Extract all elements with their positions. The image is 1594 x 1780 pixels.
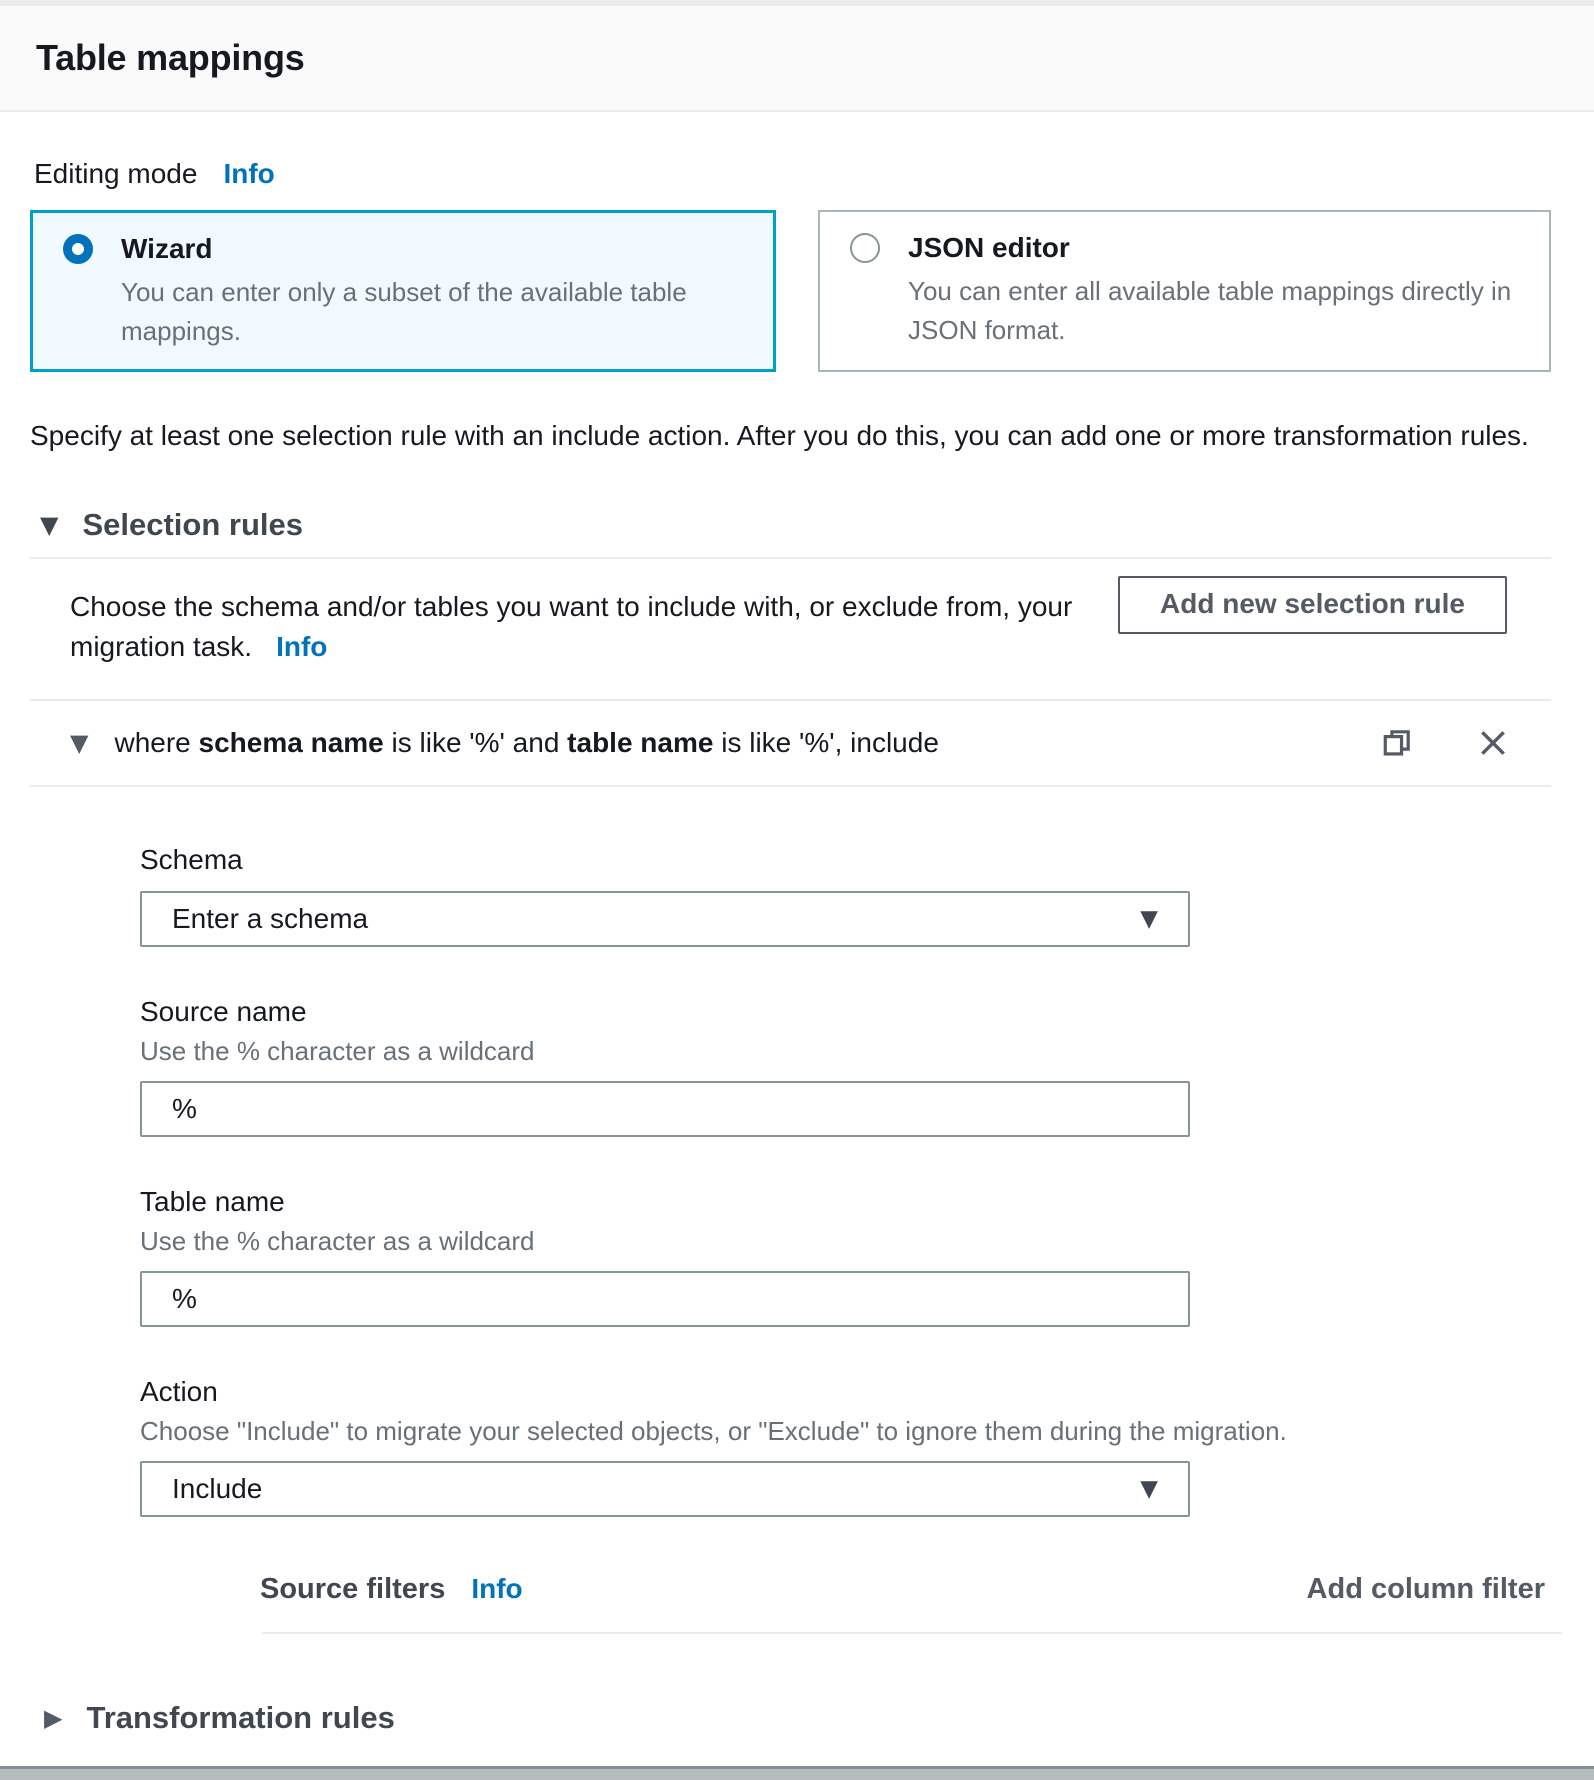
rule-summary-table-field: table name bbox=[567, 727, 714, 758]
editing-mode-option-json-editor[interactable] bbox=[818, 210, 1551, 372]
wizard-option-head bbox=[63, 233, 773, 265]
action-select-value: Include bbox=[172, 1473, 263, 1504]
schema-select-value: Enter a schema bbox=[172, 903, 369, 934]
selection-rule-instructions: Specify at least one selection rule with an include action. After you do this, you can add one or more transformation rules. bbox=[30, 420, 1529, 451]
transformation-rules-title: Transformation rules bbox=[86, 1700, 395, 1735]
action-description: Choose "Include" to migrate your selected objects, or "Exclude" to ignore them during the migration. bbox=[140, 1416, 1287, 1446]
wizard-option-description: You can enter only a subset of the available table mappings. bbox=[121, 277, 687, 346]
editing-mode-info-link[interactable]: Info bbox=[223, 158, 275, 189]
editing-mode-row bbox=[34, 158, 1551, 190]
table-name-description: Use the % character as a wildcard bbox=[140, 1226, 535, 1256]
chevron-right-icon: ▶ bbox=[44, 1704, 63, 1732]
source-filters-title: Source filters bbox=[260, 1573, 446, 1605]
divider bbox=[262, 1632, 1562, 1634]
chevron-down-icon: ▼ bbox=[1140, 906, 1158, 932]
page-title: Table mappings bbox=[36, 37, 305, 78]
wizard-radio-selected[interactable] bbox=[63, 234, 93, 264]
json-editor-radio-unselected[interactable] bbox=[850, 233, 880, 263]
selection-rules-intro-row bbox=[30, 587, 1551, 699]
chevron-down-icon: ▼ bbox=[1140, 1476, 1158, 1502]
table-name-field-group bbox=[140, 1185, 1551, 1327]
rule-summary-where: where bbox=[114, 727, 199, 758]
schema-label: Schema bbox=[140, 844, 243, 875]
editing-mode-option-wizard[interactable] bbox=[30, 210, 776, 372]
table-name-label: Table name bbox=[140, 1186, 285, 1217]
transformation-rules-section-toggle[interactable] bbox=[30, 1700, 1551, 1736]
chevron-down-icon[interactable]: ▼ bbox=[70, 729, 89, 757]
source-filters-row bbox=[30, 1573, 1551, 1606]
divider bbox=[30, 785, 1551, 787]
editing-mode-options bbox=[30, 210, 1551, 372]
schema-select[interactable] bbox=[140, 891, 1190, 947]
rule-actions bbox=[1381, 727, 1551, 759]
json-editor-option-label: JSON editor bbox=[908, 232, 1070, 263]
table-name-input[interactable] bbox=[140, 1271, 1190, 1327]
action-label: Action bbox=[140, 1376, 218, 1407]
selection-rules-description-text: Choose the schema and/or tables you want to include with, or exclude from, your migration task. bbox=[70, 591, 1073, 662]
selection-rule-header bbox=[30, 701, 1551, 785]
source-name-description: Use the % character as a wildcard bbox=[140, 1036, 535, 1066]
source-name-label: Source name bbox=[140, 996, 307, 1027]
divider bbox=[30, 557, 1551, 559]
copy-rule-icon[interactable] bbox=[1381, 727, 1413, 759]
chevron-down-icon: ▼ bbox=[40, 511, 59, 539]
source-filters-info-link[interactable]: Info bbox=[471, 1573, 523, 1604]
selection-rules-info-link[interactable]: Info bbox=[276, 631, 328, 662]
source-name-field-group bbox=[140, 995, 1551, 1137]
selection-rules-description bbox=[70, 587, 1115, 667]
panel-header bbox=[0, 6, 1594, 112]
rule-summary-end: is like '%', include bbox=[713, 727, 939, 758]
schema-field-group bbox=[140, 843, 1551, 947]
source-name-input[interactable] bbox=[140, 1081, 1190, 1137]
wizard-option-label: Wizard bbox=[121, 233, 213, 264]
add-selection-rule-button[interactable]: Add new selection rule bbox=[1118, 576, 1507, 634]
rule-summary bbox=[114, 727, 938, 759]
rule-summary-schema-field: schema name bbox=[198, 727, 384, 758]
selection-rules-title: Selection rules bbox=[82, 507, 303, 542]
add-column-filter-button[interactable]: Add column filter bbox=[1306, 1573, 1545, 1605]
editing-mode-label: Editing mode bbox=[34, 158, 198, 189]
selection-rules-section-toggle[interactable] bbox=[30, 507, 1551, 543]
selection-rule-form bbox=[30, 843, 1551, 1517]
bottom-section-edge bbox=[0, 1766, 1594, 1780]
action-field-group bbox=[140, 1375, 1551, 1517]
delete-rule-icon[interactable] bbox=[1477, 727, 1509, 759]
action-select[interactable] bbox=[140, 1461, 1190, 1517]
json-editor-option-head bbox=[850, 232, 1549, 264]
rule-summary-mid: is like '%' and bbox=[383, 727, 568, 758]
json-editor-option-description: You can enter all available table mappings directly in JSON format. bbox=[908, 276, 1512, 345]
